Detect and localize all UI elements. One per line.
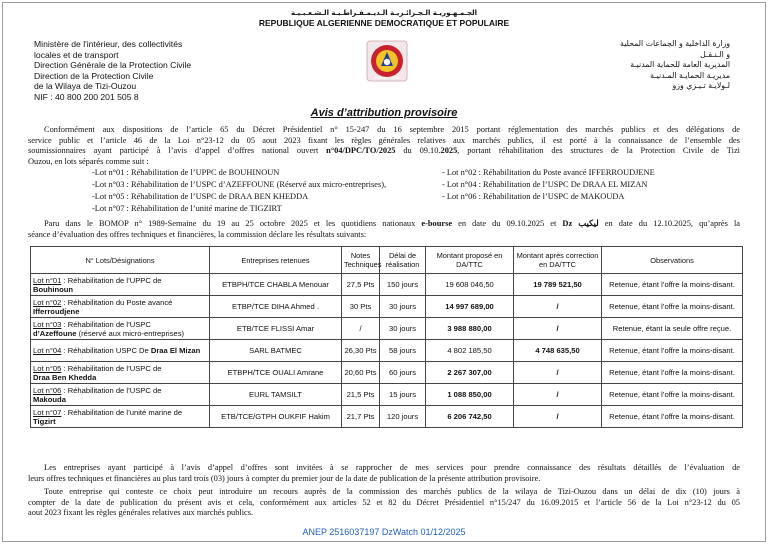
header-delay: Délai de réalisation [380,247,426,274]
lot-item-06: - Lot n°06 : Réhabilitation de l’USPC de MAKOUDA [442,192,625,201]
logo-caption: Protection Civile [374,76,400,80]
table-row: Lot n°05 : Réhabilitation de l’USPC de Draa Ben Khedda ETBPH/TCE OUALI Amrane 20,60 Pts 60 jours 2 267 307,00 / Retenue, étant l’offre la moins-disant. [31,362,743,384]
table-row: Lot n°04 : Réhabilitation USPC De Draa El Mizan SARL BATMEC 26,30 Pts 58 jours 4 802 185,50 4 748 635,50 Retenue, étant l’offre la moins-disant. [31,340,743,362]
publication-paragraph [28,219,740,240]
closing-line2: leurs offres techniques et financières au plus tard trois (03) jours à compter du premier jour de la date de publication de la présente attribution provisoire. [28,473,541,483]
header-notes: Notes Techniques [342,247,380,274]
admin-fr-line1: Ministère de l'intérieur, des collectivités [34,39,183,49]
lot-item-01: -Lot n°01 : Réhabilitation de l’UPPC de BOUHINOUN [92,168,280,177]
admin-fr-line3: Direction Générale de la Protection Civile [34,60,192,71]
closing-line5: aout 2023 fixant les règles générales relatives aux marchés publics. [28,508,254,517]
table-row: Lot n°06 : Réhabilitation de l’USPC de Makouda EURL TAMSILT 21,5 Pts 15 jours 1 088 850,00 / Retenue, étant l’offre la moins-disant. [31,384,743,406]
lot-item-03: -Lot n°03 : Réhabilitation de l’USPC d’AZEFFOUNE (Réservé aux micro-entreprises), [92,180,387,189]
publication-line2: séance d’évaluation des offres techniques et financières, la commission déclare les résultats suivants: [28,229,367,239]
admin-ar-line5: لـولايـة تـيـزي وزو [672,81,730,91]
lot-item-02: - Lot n°02 : Réhabilitation du Poste avancé IFFERROUDJENE [442,168,655,177]
header-observations: Observations [602,247,743,274]
table-row: Lot n°02 : Réhabilitation du Poste avancé Ifferroudjene ETBP/TCE DIHA Ahmed . 30 Pts 30 jours 14 997 689,00 / Retenue, étant l’offre la moins-disant. [31,296,743,318]
table-header-row [31,247,743,274]
lot-item-07: -Lot n°07 : Réhabilitation de l’unité marine de TIGZIRT [92,204,282,213]
table-row: Lot n°07 : Réhabilitation de l’unité marine de Tigzirt ETB/TCE/GTPH OUKFIF Hakim 21,7 Pts 120 jours 6 206 742,50 / Retenue, étant l’offre la moins-disant. [31,406,743,428]
header-companies: Entreprises retenues [210,247,342,274]
admin-fr-line4: Direction de la Protection Civile [34,70,154,81]
lot-item-04: - Lot n°04 : Réhabilitation de l’USPC De DRAA EL MIZAN [442,180,648,189]
admin-fr-line5: de la Wilaya de Tizi-Ouzou [34,81,137,92]
publication-line1: Paru dans le BOMOP n° 1989-Semaine du 19 au 25 octobre 2025 et les quotidiens nationaux e-bourse en date du 09.10.2025 et Dz ليكيب en date du 12.10.2025, qu’après la [44,219,741,228]
intro-line4: Ouzou, en lots séparés comme suit : [28,156,149,166]
header-arabic: الجـمـهـوريـة الـجـزائـريـة الـديـمـقـراطـيـة الـشـعـبـيـة [290,9,478,17]
admin-fr-line2: locales et de transport [34,49,119,60]
closing-paragraph [28,463,740,519]
admin-ar-line2: و الـنـقـل [700,49,730,59]
intro-line2: service public et l’article 46 de la Loi n°23-12 du 05 aout 2023 fixant les règles générales relatives aux marchés publics, il est porté à la connaissance de l’ensemble des [28,135,740,145]
closing-line1: Les entreprises ayant participé à l’avis d’appel d’offres sont invitées à se rapprocher de mes services pour prendre connaissance des résultats détaillés de l’évaluation de [44,463,740,472]
intro-line3: soumissionnaires ayant participé à l’avis d’appel d’offres national ouvert n°04/DPC/TO/2025 du 09.10.2025, portant réhabilitation des structures de la Protection Civile de Tizi [28,146,740,155]
footer-reference: ANEP 2516037197 DzWatch 01/12/2025 [302,527,466,537]
intro-line1: Conformément aux dispositions de l’article 65 du Décret Présidentiel n° 15-247 du 16 septembre 2015 portant réglementation des marchés publics et des délégations de [44,125,740,134]
header-amount: Montant proposé en DA/TTC [426,247,514,274]
admin-ar-line3: المديرية العامة للحماية المدنيـة [630,60,730,70]
admin-ar-line1: وزارة الداخلية و الجماعات المحلية [620,39,730,48]
closing-line3: Toute entreprise qui conteste ce choix peut introduire un recours auprès de la commission des marchés publics de la wilaya de Tizi-Ouzou dans un délai de dix (10) jours à [44,487,740,496]
closing-line4: compter de la date de publication du présent avis et cela, conformément aux articles 52 et 82 du Décret Présidentiel n°15/247 du 16.09.2015 et l’article 56 de la Loi n°23-12 du 05 [28,497,740,507]
intro-paragraph [28,125,740,167]
header-corrected: Montant après correction en DA/TTC [514,247,602,274]
header-lots: N° Lots/Désignations [31,247,210,274]
admin-fr-nif: NIF : 40 800 200 201 505 8 [34,92,139,102]
header-french: REPUBLIQUE ALGERIENNE DEMOCRATIQUE ET POPULAIRE [258,18,510,28]
table-row: Lot n°01 : Réhabilitation de l’UPPC de Bouhinoun ETBPH/TCE CHABLA Menouar 27,5 Pts 150 jours 19 608 046,50 19 789 521,50 Retenue, étant l’offre la moins-disant. [31,274,743,296]
protection-civile-logo [366,40,408,82]
lot-item-05: -Lot n°05 : Réhabilitation de l’USPC de DRAA BEN KHEDDA [92,192,309,201]
table-row: Lot n°03 : Réhabilitation de l’USPC d’Azeffoune (réservé aux micro-entreprises) ETB/TCE FLISSI Amar / 30 jours 3 988 880,00 / Retenue, étant la seule offre reçue. [31,318,743,340]
admin-ar-line4: مديريـة الحمايـة المـدنيـة [650,70,730,80]
results-table [30,246,743,428]
notice-title: Avis d’attribution provisoire [310,107,458,119]
